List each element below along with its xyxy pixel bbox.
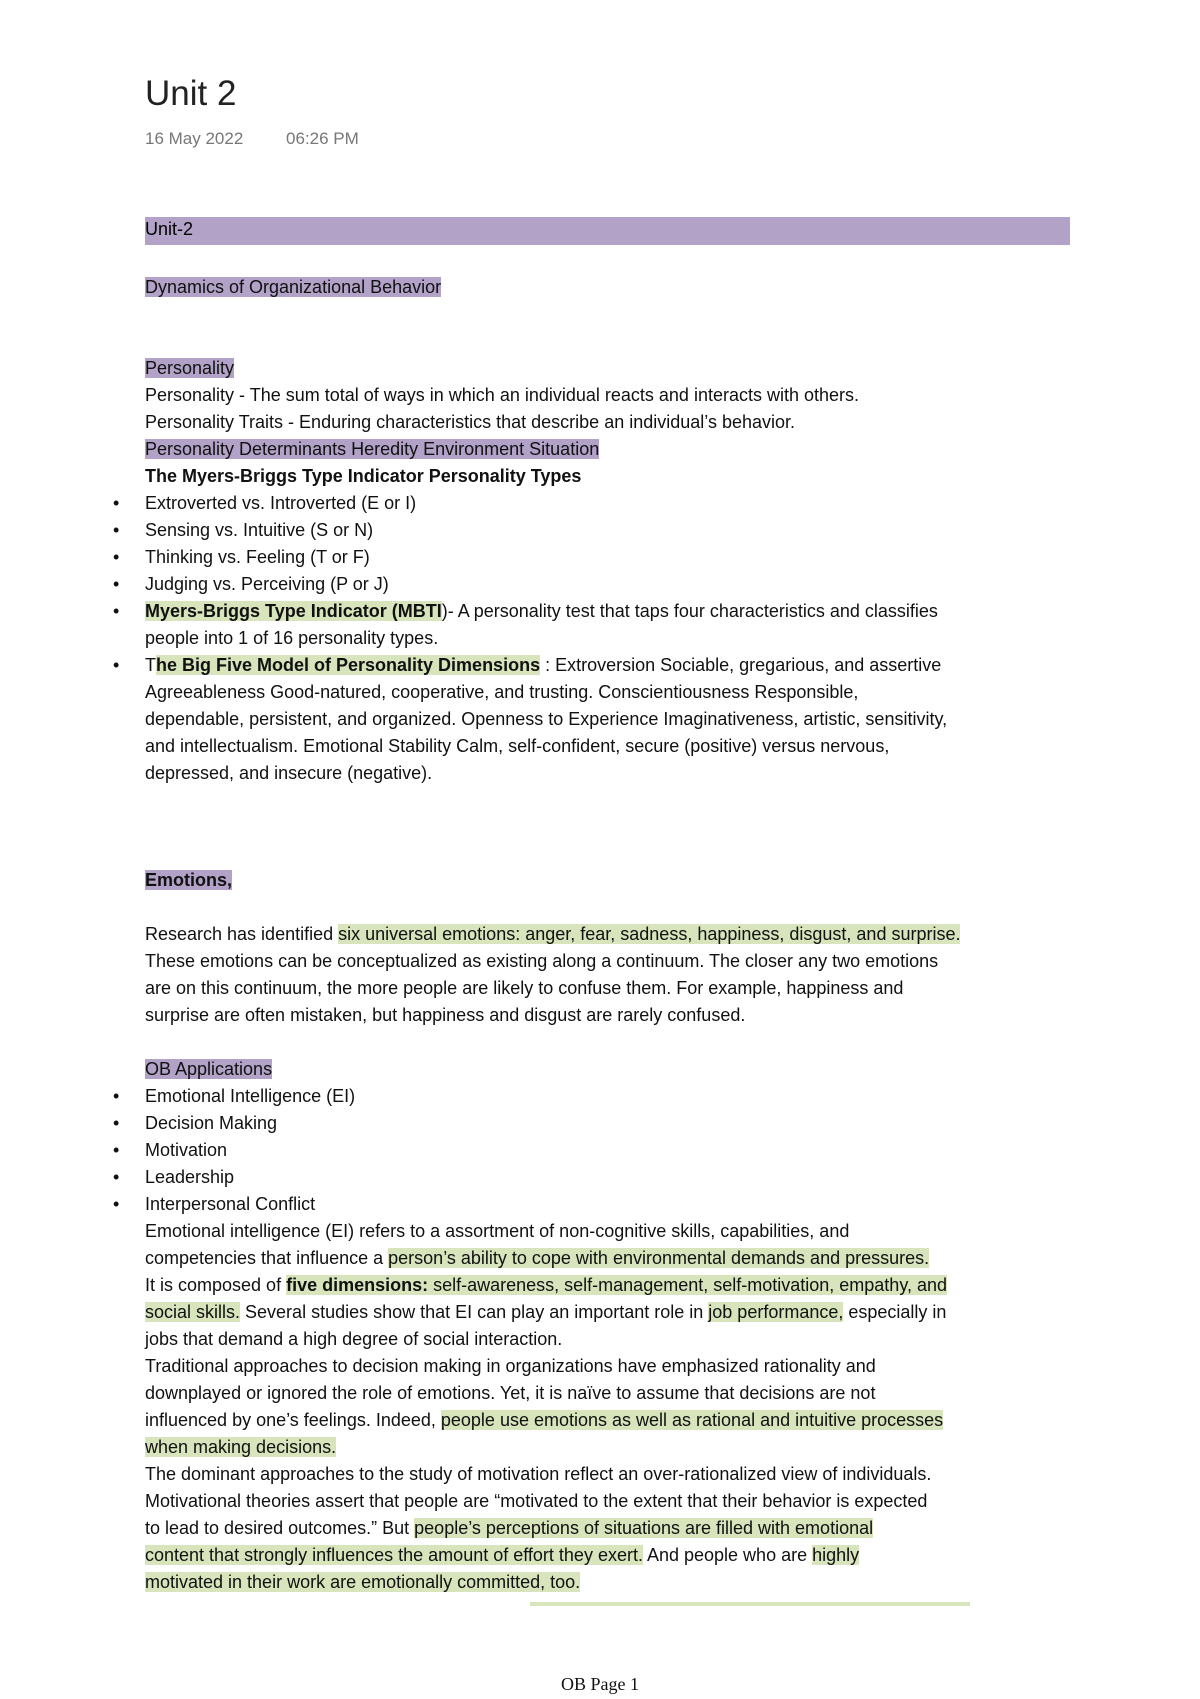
personality-traits-definition: Personality Traits - Enduring characteristics that describe an individual’s behavior. <box>145 412 795 432</box>
emotions-paragraph-line: are on this continuum, the more people are likely to confuse them. For example, happiness and <box>145 978 904 998</box>
emotions-heading: Emotions, <box>145 870 233 890</box>
decision-paragraph-line <box>145 1407 1070 1434</box>
mbti-types-list <box>145 490 1070 787</box>
page-title: Unit 2 <box>145 74 237 113</box>
page-meta <box>145 129 359 149</box>
page-date: 16 May 2022 <box>145 129 244 148</box>
ob-applications-list <box>145 1083 1070 1218</box>
mbti-description: )- A personality test that taps four characteristics and classifies <box>441 601 938 621</box>
motivation-paragraph-line: Motivational theories assert that people are “motivated to the extent that their behavior is expected <box>145 1491 928 1511</box>
motivation-highlight: people’s perceptions of situations are filled with emotional <box>414 1518 874 1538</box>
ei-text: Several studies show that EI can play an important role in <box>240 1302 709 1322</box>
unit-heading: Unit-2 <box>145 219 194 239</box>
motivation-paragraph-line <box>145 1515 1070 1542</box>
ei-paragraph-line <box>145 1299 1070 1326</box>
ei-paragraph-line <box>145 1245 1070 1272</box>
list-item: • Extroverted vs. Introverted (E or I) <box>145 490 1070 517</box>
motivation-highlight: motivated in their work are emotionally committed, too. <box>145 1572 581 1592</box>
list-item: • Motivation <box>145 1137 1070 1164</box>
big-five-line: depressed, and insecure (negative). <box>145 763 433 783</box>
decision-paragraph-line: downplayed or ignored the role of emotions. Yet, it is naïve to assume that decisions are not <box>145 1383 876 1403</box>
big-five-line: Agreeableness Good-natured, cooperative, and trusting. Conscientiousness Responsible, <box>145 682 859 702</box>
motivation-highlight: content that strongly influences the amount of effort they exert. <box>145 1545 643 1565</box>
subtitle-block <box>145 274 1070 301</box>
list-item: • Judging vs. Perceiving (P or J) <box>145 571 1070 598</box>
ei-highlight: social skills. <box>145 1302 241 1322</box>
list-item: • Decision Making <box>145 1110 1070 1137</box>
page-footer: OB Page 1 <box>561 1674 639 1694</box>
personality-definition: Personality - The sum total of ways in which an individual reacts and interacts with others. <box>145 385 860 405</box>
mbti-description-continued: people into 1 of 16 personality types. <box>145 628 439 648</box>
list-item: • Leadership <box>145 1164 1070 1191</box>
ob-applications-heading: OB Applications <box>145 1059 273 1079</box>
big-five-term: he Big Five Model of Personality Dimensions <box>156 655 541 675</box>
big-five-initial: T <box>145 655 156 675</box>
ei-paragraph-line: Emotional intelligence (EI) refers to a assortment of non-cognitive skills, capabilities, and <box>145 1221 850 1241</box>
big-five-line: dependable, persistent, and organized. Openness to Experience Imaginativeness, artistic, sensitivity, <box>145 709 948 729</box>
decision-paragraph-line: Traditional approaches to decision making in organizations have emphasized rationality and <box>145 1356 876 1376</box>
motivation-text: And people who are <box>642 1545 813 1565</box>
emotions-section <box>145 867 1070 1029</box>
ei-highlight: job performance, <box>708 1302 844 1322</box>
motivation-paragraph-line <box>145 1542 1070 1569</box>
big-five-line: and intellectualism. Emotional Stability Calm, self-confident, secure (positive) versus nervous, <box>145 736 890 756</box>
emotions-paragraph-line: These emotions can be conceptualized as existing along a continuum. The closer any two emotions <box>145 951 939 971</box>
ei-text: It is composed of <box>145 1275 287 1295</box>
emotions-paragraph-line <box>145 921 1070 948</box>
motivation-text: to lead to desired outcomes.” But <box>145 1518 415 1538</box>
page-time: 06:26 PM <box>286 129 359 148</box>
list-item: • Interpersonal Conflict <box>145 1191 1070 1218</box>
list-item: • Thinking vs. Feeling (T or F) <box>145 544 1070 571</box>
ei-paragraph-line: jobs that demand a high degree of social interaction. <box>145 1329 563 1349</box>
ei-text: competencies that influence a <box>145 1248 389 1268</box>
emotions-paragraph-line: surprise are often mistaken, but happiness and disgust are rarely confused. <box>145 1005 746 1025</box>
motivation-paragraph-line: The dominant approaches to the study of motivation reflect an over-rationalized view of individuals. <box>145 1464 932 1484</box>
ei-highlight: person’s ability to cope with environmental demands and pressures. <box>388 1248 930 1268</box>
emotions-highlight: six universal emotions: anger, fear, sadness, happiness, disgust, and surprise. <box>338 924 961 944</box>
list-item: • Emotional Intelligence (EI) <box>145 1083 1070 1110</box>
decision-highlight: people use emotions as well as rational and intuitive processes <box>440 1410 944 1430</box>
highlight-remnant <box>530 1602 970 1606</box>
decision-highlight: when making decisions. <box>145 1437 337 1457</box>
personality-section <box>145 355 1070 787</box>
emotions-text: Research has identified <box>145 924 339 944</box>
motivation-paragraph-line <box>145 1569 1070 1596</box>
mbti-heading: The Myers-Briggs Type Indicator Personality Types <box>145 466 582 486</box>
list-item: • Sensing vs. Intuitive (S or N) <box>145 517 1070 544</box>
ob-applications-section <box>145 1056 1070 1596</box>
ei-paragraph-line <box>145 1272 1070 1299</box>
personality-determinants: Personality Determinants Heredity Environment Situation <box>145 439 600 459</box>
section-subtitle: Dynamics of Organizational Behavior <box>145 277 442 297</box>
big-five-line: : Extroversion Sociable, gregarious, and assertive <box>540 655 942 675</box>
motivation-highlight: highly <box>812 1545 860 1565</box>
list-item-big-five <box>145 652 1070 679</box>
personality-heading: Personality <box>145 358 235 378</box>
list-item-mbti <box>145 598 1070 625</box>
ei-highlight: self-awareness, self-management, self-motivation, empathy, and <box>428 1275 948 1295</box>
ei-text: especially in <box>843 1302 947 1322</box>
mbti-term: Myers-Briggs Type Indicator (MBTI <box>145 601 442 621</box>
ei-highlight-bold: five dimensions: <box>286 1275 429 1295</box>
unit-heading-bar <box>145 217 1070 245</box>
decision-text: influenced by one’s feelings. Indeed, <box>145 1410 441 1430</box>
decision-paragraph-line <box>145 1434 1070 1461</box>
